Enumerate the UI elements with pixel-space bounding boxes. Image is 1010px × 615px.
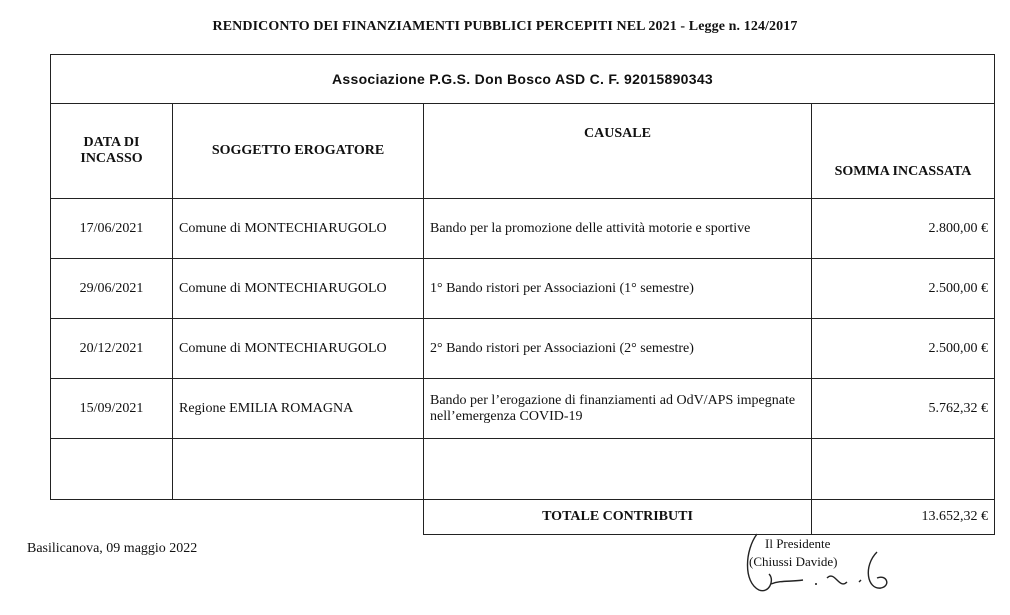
row-subject: Comune di MONTECHIARUGOLO bbox=[173, 319, 424, 379]
association-row bbox=[51, 55, 995, 104]
table-row bbox=[51, 199, 995, 259]
total-label: TOTALE CONTRIBUTI bbox=[424, 500, 812, 535]
document-title: RENDICONTO DEI FINANZIAMENTI PUBBLICI PERCEPITI NEL 2021 - Legge n. 124/2017 bbox=[212, 19, 798, 34]
place-date: Basilicanova, 09 maggio 2022 bbox=[27, 541, 198, 556]
header-subject: SOGGETTO EROGATORE bbox=[173, 104, 424, 199]
association-name: Associazione P.G.S. Don Bosco ASD C. F. 92015890343 bbox=[51, 55, 995, 104]
signer-name: (Chiussi Davide) bbox=[749, 554, 838, 569]
row-amount: 5.762,32 € bbox=[812, 379, 995, 439]
table-row bbox=[51, 379, 995, 439]
header-date: DATA DI INCASSO bbox=[51, 104, 173, 199]
empty-cell bbox=[173, 439, 424, 500]
row-date: 29/06/2021 bbox=[51, 259, 173, 319]
total-value: 13.652,32 € bbox=[812, 500, 995, 535]
row-date: 17/06/2021 bbox=[51, 199, 173, 259]
row-amount: 2.500,00 € bbox=[812, 259, 995, 319]
row-amount: 2.800,00 € bbox=[812, 199, 995, 259]
row-subject: Comune di MONTECHIARUGOLO bbox=[173, 199, 424, 259]
signature-block bbox=[735, 530, 915, 600]
row-causale: Bando per l’erogazione di finanziamenti ad OdV/APS impegnate nell’emergenza COVID-19 bbox=[424, 379, 812, 439]
header-row bbox=[51, 104, 995, 199]
row-causale: 2° Bando ristori per Associazioni (2° semestre) bbox=[424, 319, 812, 379]
row-causale: 1° Bando ristori per Associazioni (1° semestre) bbox=[424, 259, 812, 319]
handwritten-signature bbox=[735, 530, 915, 600]
row-date: 15/09/2021 bbox=[51, 379, 173, 439]
empty-cell bbox=[812, 439, 995, 500]
row-subject: Comune di MONTECHIARUGOLO bbox=[173, 259, 424, 319]
funding-table bbox=[50, 54, 995, 535]
total-spacer bbox=[51, 500, 424, 535]
table-row bbox=[51, 259, 995, 319]
table-row bbox=[51, 319, 995, 379]
empty-cell bbox=[424, 439, 812, 500]
empty-row bbox=[51, 439, 995, 500]
row-amount: 2.500,00 € bbox=[812, 319, 995, 379]
empty-cell bbox=[51, 439, 173, 500]
row-subject: Regione EMILIA ROMAGNA bbox=[173, 379, 424, 439]
signer-title: Il Presidente bbox=[765, 536, 831, 551]
header-causale: CAUSALE bbox=[424, 104, 812, 199]
row-date: 20/12/2021 bbox=[51, 319, 173, 379]
header-amount: SOMMA INCASSATA bbox=[812, 104, 995, 199]
row-causale: Bando per la promozione delle attività motorie e sportive bbox=[424, 199, 812, 259]
